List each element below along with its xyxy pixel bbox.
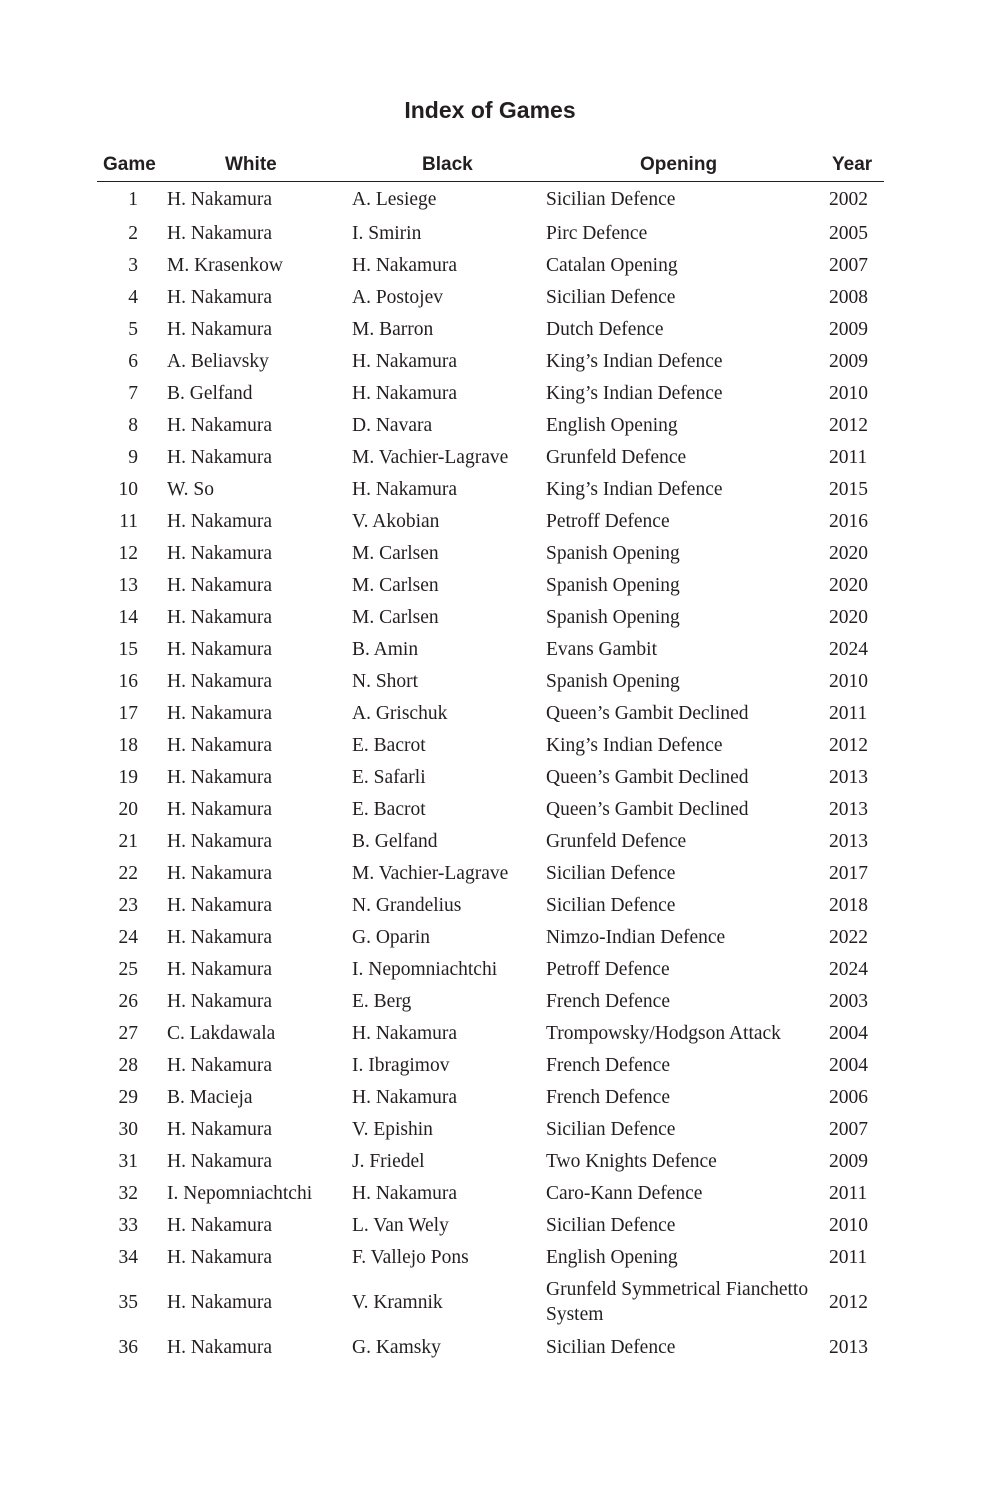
game-number: 3 <box>128 254 138 276</box>
opening-name: Sicilian Defence <box>546 286 676 308</box>
black-player: E. Berg <box>352 990 412 1012</box>
game-year: 2012 <box>829 1291 868 1313</box>
white-player: H. Nakamura <box>167 189 273 210</box>
opening-name: Sicilian Defence <box>546 1336 676 1358</box>
game-year: 2016 <box>829 510 868 532</box>
black-player: A. Lesiege <box>352 189 437 210</box>
white-player: H. Nakamura <box>167 542 273 564</box>
opening-name: King’s Indian Defence <box>546 350 723 372</box>
opening-name: Spanish Opening <box>546 606 680 628</box>
white-player: H. Nakamura <box>167 510 273 532</box>
white-player: H. Nakamura <box>167 574 273 596</box>
black-player: I. Smirin <box>352 222 422 244</box>
game-year: 2017 <box>829 862 868 884</box>
black-player: V. Akobian <box>352 510 440 532</box>
table-row <box>97 633 884 665</box>
black-player: M. Carlsen <box>352 542 439 564</box>
game-number: 25 <box>118 958 138 980</box>
game-number: 20 <box>118 798 138 820</box>
black-player: D. Navara <box>352 414 433 436</box>
game-year: 2011 <box>829 702 868 724</box>
opening-name: Sicilian Defence <box>546 1214 676 1236</box>
game-year: 2009 <box>829 350 868 372</box>
game-number: 5 <box>128 318 138 340</box>
game-year: 2007 <box>829 1118 868 1140</box>
opening-name: Dutch Defence <box>546 318 664 340</box>
black-player: A. Grischuk <box>352 702 448 724</box>
white-player: H. Nakamura <box>167 318 273 340</box>
game-year: 2009 <box>829 1150 868 1172</box>
table-row <box>97 281 884 313</box>
white-player: M. Krasenkow <box>167 254 283 276</box>
game-number: 26 <box>118 990 138 1012</box>
black-player: V. Epishin <box>352 1118 433 1140</box>
table-row <box>97 793 884 825</box>
opening-name: English Opening <box>546 1246 678 1268</box>
game-year: 2011 <box>829 1246 868 1268</box>
game-year: 2003 <box>829 990 868 1012</box>
game-year: 2011 <box>829 1182 868 1204</box>
game-number: 27 <box>118 1022 138 1044</box>
white-player: H. Nakamura <box>167 1246 273 1268</box>
black-player: E. Safarli <box>352 766 426 788</box>
game-number: 14 <box>118 606 138 628</box>
opening-name: Grunfeld Defence <box>546 446 687 468</box>
game-year: 2009 <box>829 318 868 340</box>
white-player: B. Macieja <box>167 1086 253 1108</box>
black-player: H. Nakamura <box>352 1086 458 1108</box>
game-year: 2013 <box>829 798 868 820</box>
black-player: J. Friedel <box>352 1150 425 1172</box>
table-row <box>97 857 884 889</box>
opening-name: Catalan Opening <box>546 254 678 276</box>
opening-name: English Opening <box>546 414 678 436</box>
table-body <box>97 182 884 1364</box>
game-year: 2012 <box>829 414 868 436</box>
game-year: 2022 <box>829 926 868 948</box>
game-number: 28 <box>118 1054 138 1076</box>
opening-name: Sicilian Defence <box>546 189 676 210</box>
game-year: 2013 <box>829 1336 868 1358</box>
games-index-table <box>97 148 884 1363</box>
white-player: H. Nakamura <box>167 1150 273 1172</box>
opening-name: Sicilian Defence <box>546 1118 676 1140</box>
white-player: H. Nakamura <box>167 830 273 852</box>
game-year: 2020 <box>829 606 868 628</box>
opening-name: Spanish Opening <box>546 670 680 692</box>
opening-name: King’s Indian Defence <box>546 382 723 404</box>
game-year: 2010 <box>829 670 868 692</box>
game-number: 23 <box>118 894 138 916</box>
table-row <box>97 761 884 793</box>
black-player: I. Nepomniachtchi <box>352 958 498 980</box>
black-player: M. Carlsen <box>352 574 439 596</box>
opening-name: Evans Gambit <box>546 638 658 660</box>
opening-name: Two Knights Defence <box>546 1150 717 1172</box>
game-number: 7 <box>128 382 138 404</box>
game-year: 2012 <box>829 734 868 756</box>
game-number: 19 <box>118 766 138 788</box>
table-row <box>97 473 884 505</box>
white-player: H. Nakamura <box>167 926 273 948</box>
white-player: H. Nakamura <box>167 798 273 820</box>
opening-name: French Defence <box>546 1054 670 1076</box>
game-number: 4 <box>128 286 138 308</box>
black-player: H. Nakamura <box>352 382 458 404</box>
table-row <box>97 1209 884 1241</box>
table-row <box>97 985 884 1017</box>
table-row <box>97 601 884 633</box>
table-row <box>97 569 884 601</box>
opening-name: Spanish Opening <box>546 542 680 564</box>
table-row <box>97 1145 884 1177</box>
game-year: 2010 <box>829 1214 868 1236</box>
table-row <box>97 825 884 857</box>
white-player: H. Nakamura <box>167 222 273 244</box>
black-player: G. Kamsky <box>352 1336 441 1358</box>
game-year: 2007 <box>829 254 868 276</box>
opening-name: Caro-Kann Defence <box>546 1182 703 1204</box>
opening-name: Queen’s Gambit Declined <box>546 702 749 724</box>
table-row <box>97 921 884 953</box>
game-number: 34 <box>118 1246 138 1268</box>
white-player: B. Gelfand <box>167 382 253 404</box>
white-player: H. Nakamura <box>167 1336 273 1358</box>
table-row <box>97 345 884 377</box>
table-header <box>97 148 884 182</box>
table-row <box>97 729 884 761</box>
opening-name: Sicilian Defence <box>546 894 676 916</box>
white-player: H. Nakamura <box>167 1214 273 1236</box>
black-player: G. Oparin <box>352 926 430 948</box>
white-player: C. Lakdawala <box>167 1022 276 1044</box>
game-number: 22 <box>118 862 138 884</box>
opening-name: Petroff Defence <box>546 510 670 532</box>
black-player: I. Ibragimov <box>352 1054 450 1076</box>
black-player: M. Barron <box>352 318 434 340</box>
black-player: M. Carlsen <box>352 606 439 628</box>
game-year: 2004 <box>829 1022 868 1044</box>
game-year: 2002 <box>829 189 868 210</box>
black-player: N. Grandelius <box>352 894 462 916</box>
white-player: H. Nakamura <box>167 414 273 436</box>
black-player: H. Nakamura <box>352 350 458 372</box>
opening-name: Nimzo-Indian Defence <box>546 926 726 948</box>
black-player: F. Vallejo Pons <box>352 1246 469 1268</box>
table-row <box>97 249 884 281</box>
white-player: H. Nakamura <box>167 638 273 660</box>
game-number: 16 <box>118 670 138 692</box>
game-year: 2008 <box>829 286 868 308</box>
game-number: 13 <box>118 574 138 596</box>
white-player: H. Nakamura <box>167 958 273 980</box>
black-player: B. Gelfand <box>352 830 438 852</box>
table-row <box>97 1273 884 1331</box>
opening-name: Grunfeld Symmetrical Fianchetto System <box>546 1279 809 1325</box>
game-year: 2006 <box>829 1086 868 1108</box>
game-number: 33 <box>118 1214 138 1236</box>
game-year: 2005 <box>829 222 868 244</box>
game-number: 18 <box>118 734 138 756</box>
opening-name: Spanish Opening <box>546 574 680 596</box>
table-row <box>97 1177 884 1209</box>
table-row <box>97 409 884 441</box>
white-player: H. Nakamura <box>167 766 273 788</box>
game-year: 2013 <box>829 830 868 852</box>
game-number: 11 <box>119 510 138 532</box>
opening-name: Queen’s Gambit Declined <box>546 766 749 788</box>
black-player: H. Nakamura <box>352 478 458 500</box>
game-year: 2018 <box>829 894 868 916</box>
game-year: 2020 <box>829 574 868 596</box>
game-year: 2015 <box>829 478 868 500</box>
white-player: H. Nakamura <box>167 446 273 468</box>
column-header-white: White <box>163 148 352 182</box>
white-player: H. Nakamura <box>167 670 273 692</box>
opening-name: Petroff Defence <box>546 958 670 980</box>
table-row <box>97 537 884 569</box>
opening-name: Queen’s Gambit Declined <box>546 798 749 820</box>
opening-name: King’s Indian Defence <box>546 734 723 756</box>
opening-name: Pirc Defence <box>546 222 648 244</box>
white-player: H. Nakamura <box>167 862 273 884</box>
table-row <box>97 313 884 345</box>
table-row <box>97 1113 884 1145</box>
game-number: 29 <box>118 1086 138 1108</box>
table-row <box>97 182 884 218</box>
game-number: 24 <box>118 926 138 948</box>
opening-name: Grunfeld Defence <box>546 830 687 852</box>
page-title: Index of Games <box>404 97 576 123</box>
table-row <box>97 1081 884 1113</box>
black-player: M. Vachier-Lagrave <box>352 446 509 468</box>
black-player: H. Nakamura <box>352 1182 458 1204</box>
black-player: A. Postojev <box>352 286 444 308</box>
white-player: I. Nepomniachtchi <box>167 1182 313 1204</box>
header-row <box>97 148 884 182</box>
opening-name: French Defence <box>546 990 670 1012</box>
game-year: 2024 <box>829 958 868 980</box>
opening-name: King’s Indian Defence <box>546 478 723 500</box>
black-player: E. Bacrot <box>352 798 426 820</box>
black-player: B. Amin <box>352 638 419 660</box>
game-number: 17 <box>118 702 138 724</box>
game-year: 2020 <box>829 542 868 564</box>
white-player: H. Nakamura <box>167 894 273 916</box>
table-row <box>97 1017 884 1049</box>
game-number: 8 <box>128 414 138 436</box>
table-row <box>97 1241 884 1273</box>
game-number: 21 <box>118 830 138 852</box>
table-row <box>97 1331 884 1363</box>
game-number: 1 <box>128 189 138 210</box>
white-player: H. Nakamura <box>167 990 273 1012</box>
white-player: H. Nakamura <box>167 606 273 628</box>
black-player: M. Vachier-Lagrave <box>352 862 509 884</box>
game-number: 35 <box>118 1291 138 1313</box>
black-player: V. Kramnik <box>352 1291 443 1313</box>
white-player: H. Nakamura <box>167 734 273 756</box>
game-number: 9 <box>128 446 138 468</box>
game-year: 2004 <box>829 1054 868 1076</box>
game-number: 32 <box>118 1182 138 1204</box>
game-year: 2024 <box>829 638 868 660</box>
column-header-black: Black <box>352 148 544 182</box>
black-player: E. Bacrot <box>352 734 426 756</box>
game-year: 2011 <box>829 446 868 468</box>
opening-name: French Defence <box>546 1086 670 1108</box>
white-player: H. Nakamura <box>167 286 273 308</box>
table-row <box>97 953 884 985</box>
game-number: 6 <box>128 350 138 372</box>
white-player: H. Nakamura <box>167 1118 273 1140</box>
game-number: 31 <box>118 1150 138 1172</box>
column-header-game: Game <box>97 148 163 182</box>
game-number: 2 <box>128 222 138 244</box>
white-player: A. Beliavsky <box>167 350 269 372</box>
table-row <box>97 665 884 697</box>
white-player: H. Nakamura <box>167 1291 273 1313</box>
game-number: 36 <box>118 1336 138 1358</box>
game-year: 2010 <box>829 382 868 404</box>
black-player: L. Van Wely <box>352 1214 449 1236</box>
white-player: H. Nakamura <box>167 702 273 724</box>
game-number: 10 <box>118 478 138 500</box>
table-row <box>97 1049 884 1081</box>
opening-name: Trompowsky/Hodgson Attack <box>546 1022 781 1044</box>
column-header-opening: Opening <box>544 148 822 182</box>
white-player: H. Nakamura <box>167 1054 273 1076</box>
column-header-year: Year <box>822 148 884 182</box>
table-row <box>97 505 884 537</box>
table-row <box>97 217 884 249</box>
table-row <box>97 697 884 729</box>
opening-name: Sicilian Defence <box>546 862 676 884</box>
game-number: 12 <box>118 542 138 564</box>
white-player: W. So <box>167 478 214 500</box>
game-number: 15 <box>118 638 138 660</box>
game-number: 30 <box>118 1118 138 1140</box>
game-year: 2013 <box>829 766 868 788</box>
table-row <box>97 377 884 409</box>
black-player: N. Short <box>352 670 419 692</box>
table-row <box>97 889 884 921</box>
table-row <box>97 441 884 473</box>
black-player: H. Nakamura <box>352 1022 458 1044</box>
black-player: H. Nakamura <box>352 254 458 276</box>
